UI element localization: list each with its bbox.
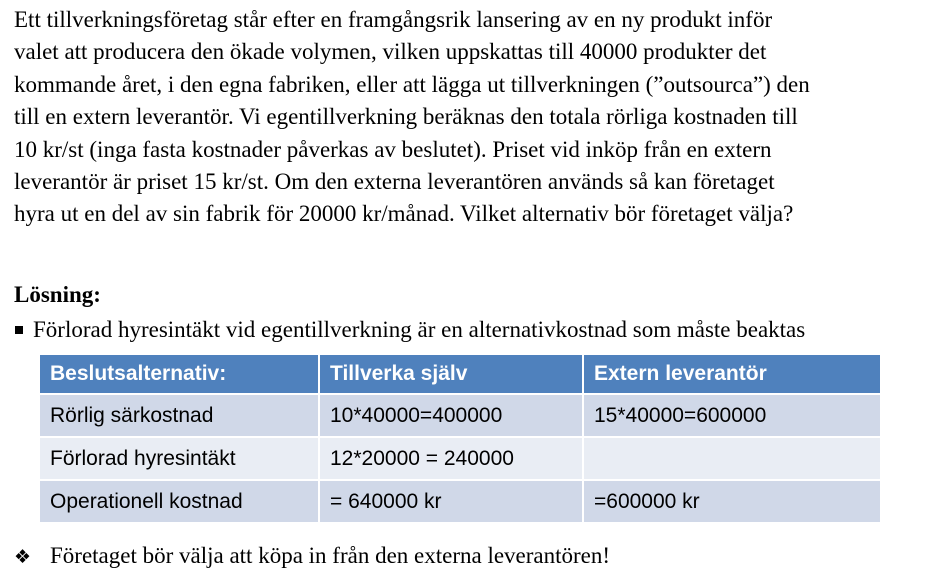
table-header-cell: Extern leverantör: [583, 355, 881, 394]
problem-line: hyra ut en del av sin fabrik för 20000 kr/månad. Vilket alternativ bör företaget välja?: [14, 201, 794, 227]
square-bullet-icon: [15, 326, 23, 334]
table-header-row: [40, 355, 881, 394]
table-cell: 15*40000=600000: [583, 394, 881, 437]
table-header-cell: Tillverka själv: [319, 355, 583, 394]
problem-line: 10 kr/st (inga fasta kostnader påverkas av beslutet). Priset vid inköp från en extern: [14, 136, 772, 162]
problem-line: till en extern leverantör. Vi egentillverkning beräknas den totala rörliga kostnaden till: [14, 104, 798, 130]
solution-bullet: [14, 314, 805, 346]
table-cell: =600000 kr: [583, 480, 881, 523]
solution-bullet-text: Förlorad hyresintäkt vid egentillverkning är en alternativkostnad som måste beaktas: [33, 317, 806, 342]
diamond-bullet-icon: ❖: [14, 546, 32, 568]
solution-heading: Lösning:: [14, 282, 101, 307]
conclusion: [14, 540, 610, 573]
table-row: [40, 480, 881, 523]
table-cell: Operationell kostnad: [40, 480, 319, 523]
decision-table: [40, 355, 882, 524]
table-cell: 10*40000=400000: [319, 394, 583, 437]
problem-statement: [14, 4, 930, 231]
table-cell: 12*20000 = 240000: [319, 437, 583, 480]
problem-line: leverantör är priset 15 kr/st. Om den externa leverantören används så kan företaget: [14, 169, 775, 195]
table-cell: = 640000 kr: [319, 480, 583, 523]
problem-line: Ett tillverkningsföretag står efter en framgångsrik lansering av en ny produkt inför: [14, 7, 773, 32]
table-cell: Förlorad hyresintäkt: [40, 437, 319, 480]
table-row: [40, 394, 881, 437]
problem-line: valet att producera den ökade volymen, vilken uppskattas till 40000 produkter det: [14, 39, 767, 65]
table-row: [40, 437, 881, 480]
table-header-cell: Beslutsalternativ:: [40, 355, 319, 394]
problem-line: kommande året, i den egna fabriken, eller att lägga ut tillverkningen (”outsourca”) den: [14, 71, 810, 97]
table-cell: [583, 437, 881, 480]
table-cell: Rörlig särkostnad: [40, 394, 319, 437]
conclusion-text: Företaget bör välja att köpa in från den externa leverantören!: [50, 543, 611, 568]
